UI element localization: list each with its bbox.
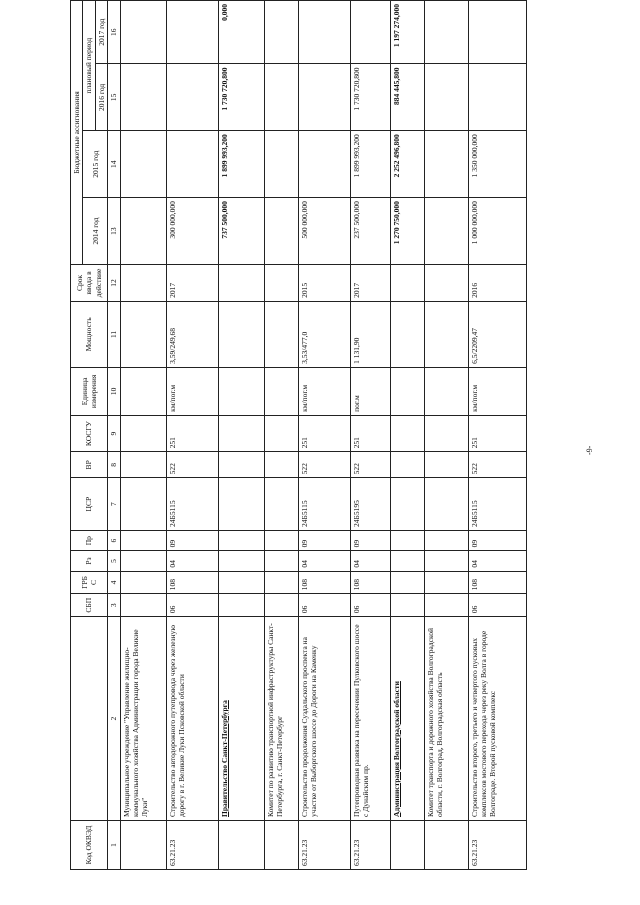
header-2016: 2016 год [95,64,107,131]
colnum: 1 [108,821,120,870]
colnum: 9 [108,415,120,451]
table-cell-y2014 [264,198,298,265]
table-cell-y2017 [166,1,218,64]
table-cell-okved [120,821,166,870]
table-cell-csr: 24Б5115 [468,478,526,531]
table-cell-sbp: 06 [468,594,526,617]
table-cell-okved [424,821,468,870]
table-cell-unit: пог.м [350,367,390,415]
table-cell-vr: 522 [468,452,526,478]
table-cell-cap [390,301,424,367]
table-cell-rz: 04 [468,551,526,571]
table-cell-cap [264,301,298,367]
table-cell-y2016 [424,64,468,131]
table-cell-cap [218,301,264,367]
table-cell-y2016 [120,64,166,131]
table-cell-y2017 [298,1,350,64]
table-cell-y2017 [120,1,166,64]
colnum: 11 [108,301,120,367]
table-cell-rz: 04 [166,551,218,571]
table-cell-grbs [218,571,264,594]
table-cell-grbs: 108 [350,571,390,594]
table-cell-okved [264,821,298,870]
table-cell-pr: 09 [298,530,350,550]
table-cell-name: Комитет по развитию транспортной инфраструктуры Санкт-Петербурга, г. Санкт-Петербург [264,617,298,821]
table-cell-kosgu [390,415,424,451]
table-cell-pr [264,530,298,550]
table-cell-term: 2017 [166,265,218,302]
table-cell-grbs: 108 [166,571,218,594]
table-cell-kosgu: 251 [166,415,218,451]
table-cell-okved: 63.21.23 [298,821,350,870]
table-cell-vr [390,452,424,478]
table-row [424,1,468,870]
table-cell-kosgu [424,415,468,451]
table-cell-csr [264,478,298,531]
colnum: 15 [108,64,120,131]
table-cell-rz [120,551,166,571]
colnum: 5 [108,551,120,571]
table-cell-pr [390,530,424,550]
colnum: 6 [108,530,120,550]
table-cell-pr [424,530,468,550]
table-cell-y2016: 1 730 720,800 [350,64,390,131]
colnum: 4 [108,571,120,594]
table-cell-unit [264,367,298,415]
table-cell-y2015: 1 350 000,000 [468,131,526,198]
table-cell-csr [424,478,468,531]
table-cell-kosgu: 251 [350,415,390,451]
header-plan: плановый период [83,1,95,131]
table-cell-grbs [120,571,166,594]
header-kosgu: КОСГУ [71,415,108,451]
table-cell-unit: км/пог.м [166,367,218,415]
table-cell-cap [120,301,166,367]
table-cell-unit [218,367,264,415]
table-cell-y2016: 1 730 720,800 [218,64,264,131]
table-cell-kosgu: 251 [298,415,350,451]
table-cell-pr: 09 [166,530,218,550]
table-cell-y2014: 737 500,000 [218,198,264,265]
colnum: 2 [108,617,120,821]
table-cell-y2015: 1 899 993,200 [350,131,390,198]
table-cell-grbs [390,571,424,594]
table-row [166,1,218,870]
table-cell-cap: 3,59/249,68 [166,301,218,367]
colnum: 10 [108,367,120,415]
table-cell-y2014: 1 270 750,000 [390,198,424,265]
table-cell-csr [218,478,264,531]
table-cell-rz [218,551,264,571]
table-cell-y2015: 1 899 993,200 [218,131,264,198]
table-cell-term [120,265,166,302]
table-cell-grbs: 108 [298,571,350,594]
header-2017: 2017 год [95,1,107,64]
table-cell-y2014: 1 000 000,000 [468,198,526,265]
table-cell-sbp [218,594,264,617]
table-cell-y2015 [120,131,166,198]
table-cell-y2017: 1 197 274,000 [390,1,424,64]
table-cell-pr: 09 [350,530,390,550]
table-cell-pr [120,530,166,550]
table-cell-term [424,265,468,302]
table-cell-y2016 [264,64,298,131]
table-cell-csr: 24Б5115 [298,478,350,531]
table-cell-y2015 [424,131,468,198]
table-cell-vr: 522 [350,452,390,478]
table-cell-y2016 [166,64,218,131]
table-cell-term [218,265,264,302]
colnum: 16 [108,1,120,64]
table-cell-sbp: 06 [298,594,350,617]
table-cell-rz: 04 [298,551,350,571]
table-row [218,1,264,870]
header-grbs: ГРБ С [71,571,108,594]
table-cell-y2016 [468,64,526,131]
table-cell-term: 2015 [298,265,350,302]
table-cell-y2017 [468,1,526,64]
table-cell-sbp [424,594,468,617]
header-sbp: СБП [71,594,108,617]
colnum: 3 [108,594,120,617]
table-cell-y2014: 300 000,000 [166,198,218,265]
table-cell-okved: 63.21.23 [350,821,390,870]
table-cell-sbp: 06 [350,594,390,617]
table-cell-rz [264,551,298,571]
table-cell-sbp [264,594,298,617]
table-cell-cap [424,301,468,367]
table-cell-okved [218,821,264,870]
header-budget: Бюджетные ассигнования [71,1,83,265]
table-cell-y2015 [298,131,350,198]
table-body [120,1,526,870]
budget-table [70,0,527,870]
table-cell-unit [424,367,468,415]
table-cell-pr [218,530,264,550]
header-2015: 2015 год [83,131,108,198]
table-cell-term [264,265,298,302]
colnum: 12 [108,265,120,302]
header-rz: Рз [71,551,108,571]
table-cell-vr [218,452,264,478]
table-cell-y2014 [120,198,166,265]
table-cell-grbs [424,571,468,594]
table-cell-term [390,265,424,302]
table-cell-cap: 1 131,90 [350,301,390,367]
table-cell-y2015: 2 252 496,800 [390,131,424,198]
table-cell-y2014: 237 500,000 [350,198,390,265]
table-cell-y2017: 0,000 [218,1,264,64]
header-pr: Пр [71,530,108,550]
table-cell-kosgu [264,415,298,451]
header-capacity: Мощность [71,301,108,367]
page-number: -9- [585,445,594,455]
table-cell-name: Путепроводная развязка на пересечении Пулковского шоссе с Дунайским пр. [350,617,390,821]
colnum: 7 [108,478,120,531]
table-cell-y2016: 884 445,800 [390,64,424,131]
table-cell-vr: 522 [298,452,350,478]
table-cell-term: 2017 [350,265,390,302]
colnum: 13 [108,198,120,265]
table-cell-y2015 [166,131,218,198]
table-cell-cap: 6,5/2209,47 [468,301,526,367]
header-name [71,617,108,821]
header-unit: Единица измерения [71,367,108,415]
table-cell-name: Комитет транспорта и дорожного хозяйства Волгоградской области, г. Волгоград, Волгоградская область [424,617,468,821]
table-row [120,1,166,870]
table-cell-kosgu: 251 [468,415,526,451]
table-row [298,1,350,870]
table-cell-y2016 [298,64,350,131]
table-cell-cap: 3,53/477,0 [298,301,350,367]
table-cell-csr: 24Б5195 [350,478,390,531]
table-cell-name: Строительство автодорожного путепровода через железную дорогу в г. Великие Луки Псковской области [166,617,218,821]
header-okved: Код ОКВЭД [71,821,108,870]
table-cell-rz [424,551,468,571]
table-cell-y2017 [350,1,390,64]
table-cell-name: Муниципальное учреждение "Управление жилищно-коммунального хозяйства Администрации города Великие Луки" [120,617,166,821]
header-csr: ЦСР [71,478,108,531]
table-cell-kosgu [218,415,264,451]
colnum: 8 [108,452,120,478]
header-vr: ВР [71,452,108,478]
table-cell-name: Строительство второго, третьего и четвертого пусковых комплексов мостового перехода через реку Волга в городе Волгограде. Второй пусковой комплекс [468,617,526,821]
colnum: 14 [108,131,120,198]
table-cell-vr [424,452,468,478]
table-cell-grbs [264,571,298,594]
table-cell-unit: км/пог.м [298,367,350,415]
table-cell-okved: 63.21.23 [166,821,218,870]
table-cell-unit: км/пог.м [468,367,526,415]
table-cell-grbs: 108 [468,571,526,594]
table-cell-vr [120,452,166,478]
table-cell-vr [264,452,298,478]
table-cell-y2017 [264,1,298,64]
header-deadline: Срок ввода в действие [71,265,108,302]
table-cell-y2014 [424,198,468,265]
header-2014: 2014 год [83,198,108,265]
table-cell-csr [120,478,166,531]
table-cell-term: 2016 [468,265,526,302]
table-cell-y2015 [264,131,298,198]
table-row [264,1,298,870]
table-cell-y2014: 500 000,000 [298,198,350,265]
table-cell-pr: 09 [468,530,526,550]
table-row [468,1,526,870]
table-cell-sbp: 06 [166,594,218,617]
table-cell-unit [390,367,424,415]
table-cell-csr [390,478,424,531]
table-cell-kosgu [120,415,166,451]
table-cell-rz [390,551,424,571]
table-cell-rz: 04 [350,551,390,571]
table-cell-y2017 [424,1,468,64]
table-cell-csr: 24Б5115 [166,478,218,531]
table-cell-okved [390,821,424,870]
table-cell-okved: 63.21.23 [468,821,526,870]
table-cell-sbp [120,594,166,617]
table-row [350,1,390,870]
table-cell-sbp [390,594,424,617]
table-cell-name: Правительство Санкт-Петербурга [218,617,264,821]
table-cell-name: Строительство продолжения Суздальского проспекта на участке от Выборгского шоссе до Дороги на Каменку [298,617,350,821]
table-cell-name: Администрация Волгоградской области [390,617,424,821]
table-cell-vr: 522 [166,452,218,478]
table-cell-unit [120,367,166,415]
table-row [390,1,424,870]
